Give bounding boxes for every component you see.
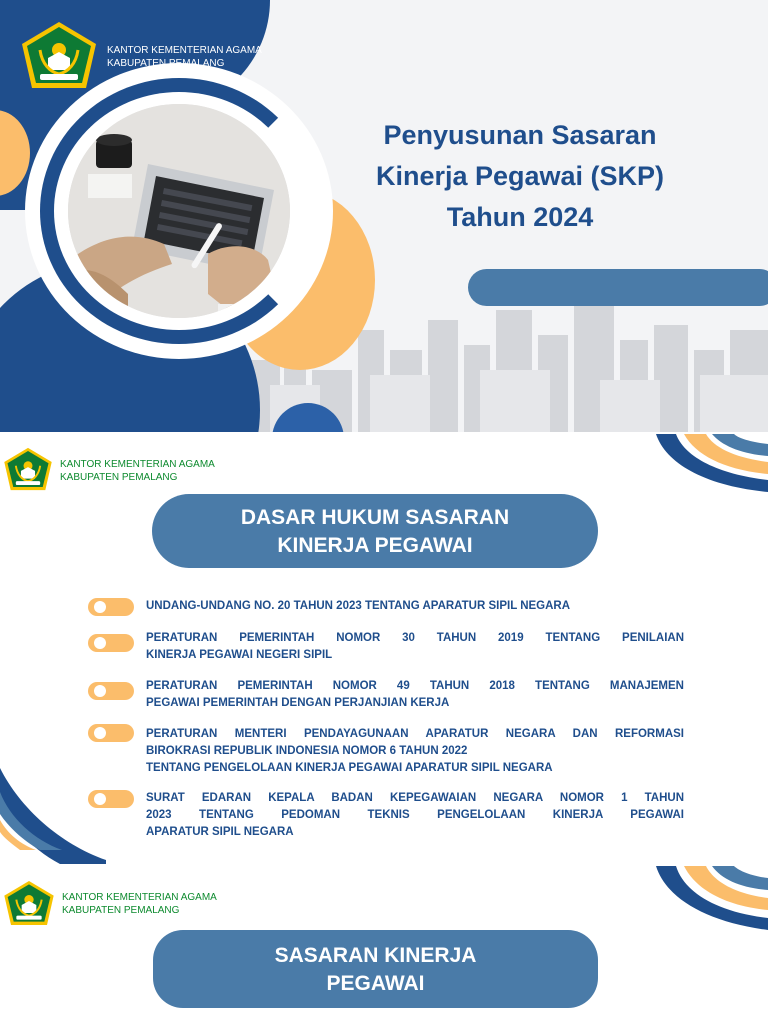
toggle-bullet-icon xyxy=(88,790,134,808)
organization-line-2: KABUPATEN PEMALANG xyxy=(62,905,180,916)
legal-basis-slide xyxy=(0,434,768,864)
organization-name xyxy=(107,44,262,70)
organization-line-1: KANTOR KEMENTERIAN AGAMA xyxy=(62,892,217,903)
list-item-text xyxy=(146,726,684,777)
decorative-arcs-bottom-left xyxy=(0,768,106,864)
toggle-bullet-icon xyxy=(88,724,134,742)
list-item-line: PERATURAN PEMERINTAH NOMOR 30 TAHUN 2019 TENTANG PENILAIAN xyxy=(146,632,684,644)
title-slide xyxy=(0,0,768,432)
slide-title xyxy=(330,115,710,238)
toggle-bullet-icon xyxy=(88,634,134,652)
toggle-bullet-icon xyxy=(88,682,134,700)
kemenag-emblem-icon xyxy=(3,444,53,494)
slide-title-line-3: Tahun 2024 xyxy=(446,202,594,232)
slide-title-line-2: Kinerja Pegawai (SKP) xyxy=(375,161,665,191)
list-item-text xyxy=(146,790,684,841)
slide-title-line-1: Penyusunan Sasaran xyxy=(383,120,657,150)
list-item-line: BIROKRASI REPUBLIK INDONESIA NOMOR 6 TAHUN 2022 xyxy=(146,745,468,757)
performance-target-slide xyxy=(0,866,768,1024)
decorative-bar xyxy=(468,269,768,306)
organization-line-1: KANTOR KEMENTERIAN AGAMA xyxy=(60,459,215,470)
list-item-line: PEGAWAI PEMERINTAH DENGAN PERJANJIAN KERJA xyxy=(146,697,450,709)
section-heading-line-1: DASAR HUKUM SASARAN xyxy=(240,506,510,529)
list-item-line: TENTANG PENGELOLAAN KINERJA PEGAWAI APARATUR SIPIL NEGARA xyxy=(146,762,553,774)
laptop-illustration xyxy=(68,104,290,318)
list-item-line: SURAT EDARAN KEPALA BADAN KEPEGAWAIAN NEGARA NOMOR 1 TAHUN xyxy=(146,792,684,804)
list-item-line: PERATURAN PEMERINTAH NOMOR 49 TAHUN 2018 TENTANG MANAJEMEN xyxy=(146,680,684,692)
list-item-line: UNDANG-UNDANG NO. 20 TAHUN 2023 TENTANG APARATUR SIPIL NEGARA xyxy=(146,600,571,612)
kemenag-emblem-icon xyxy=(20,20,98,90)
section-heading xyxy=(152,494,598,568)
section-heading-line-2: KINERJA PEGAWAI xyxy=(277,534,473,557)
section-heading-line-1: SASARAN KINERJA xyxy=(274,944,477,967)
organization-name xyxy=(62,891,217,917)
list-item-text xyxy=(146,678,684,712)
section-heading-line-2: PEGAWAI xyxy=(326,972,425,995)
list-item-line: APARATUR SIPIL NEGARA xyxy=(146,826,294,838)
organization-line-2: KABUPATEN PEMALANG xyxy=(107,58,225,69)
organization-line-1: KANTOR KEMENTERIAN AGAMA xyxy=(107,45,262,56)
decorative-arcs-top-right xyxy=(656,866,768,932)
kemenag-emblem-icon xyxy=(3,878,55,928)
list-item-text xyxy=(146,630,684,664)
section-heading xyxy=(153,930,598,1008)
organization-name xyxy=(60,458,215,484)
decorative-arcs-top-right xyxy=(656,434,768,494)
organization-line-2: KABUPATEN PEMALANG xyxy=(60,472,178,483)
list-item-line: KINERJA PEGAWAI NEGERI SIPIL xyxy=(146,649,333,661)
laptop-photo xyxy=(68,104,290,318)
list-item-line: PERATURAN MENTERI PENDAYAGUNAAN APARATUR NEGARA DAN REFORMASI xyxy=(146,728,684,740)
list-item-text xyxy=(146,598,684,615)
list-item-line: 2023 TENTANG PEDOMAN TEKNIS PENGELOLAAN KINERJA PEGAWAI xyxy=(146,809,684,821)
toggle-bullet-icon xyxy=(88,598,134,616)
